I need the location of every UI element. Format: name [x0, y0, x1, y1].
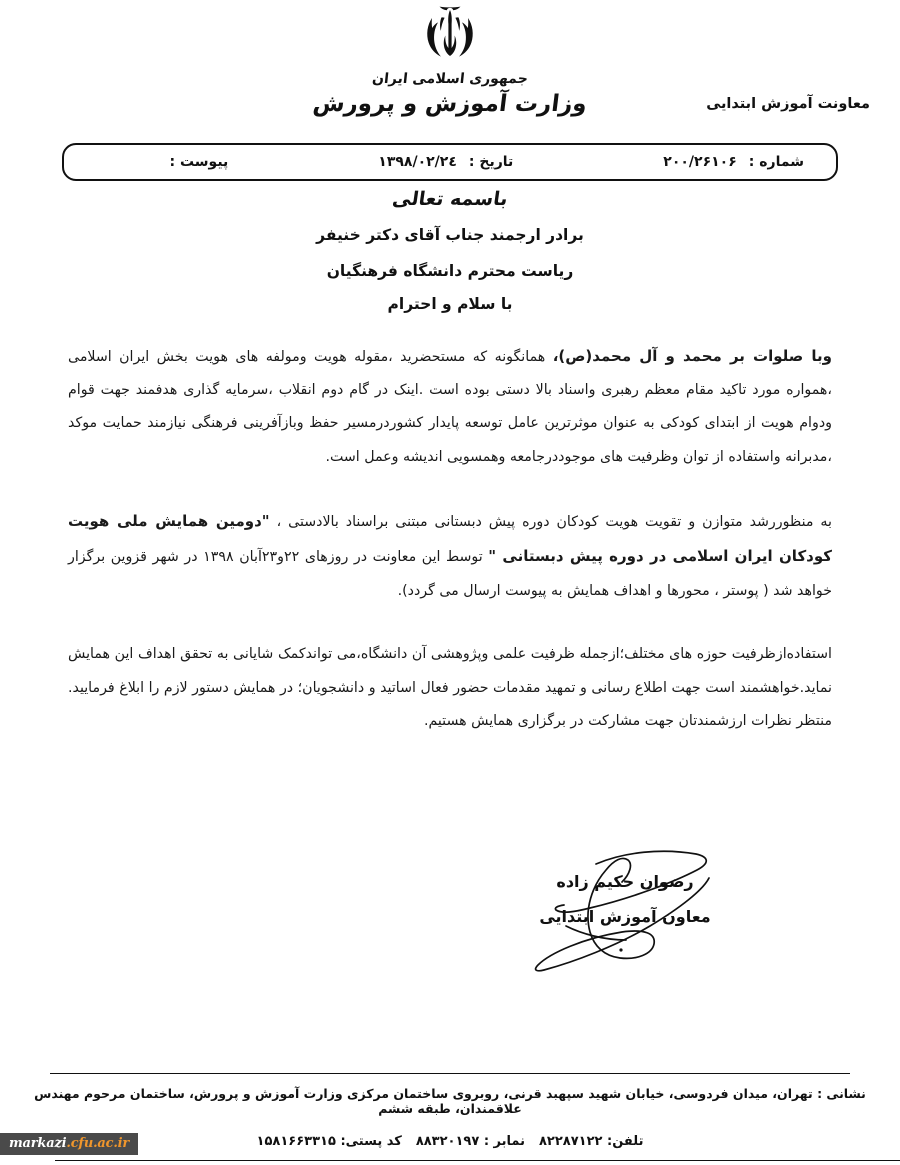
- phone-label: تلفن:: [607, 1134, 644, 1149]
- department-title: معاونت آموزش ابتدایی: [706, 96, 870, 112]
- fax-value: ۸۸۳۲۰۱۹۷: [415, 1134, 480, 1149]
- paragraph-1-text: همانگونه که مستحضرید ،مقوله هویت ومولفه های هویت بخش ایران اسلامی ،همواره مورد تاکید مقام معظم رهبری واسناد بالا دستی بوده است .اینک در گام دوم انقلاب ،سرمایه گذاری هدفمند جهت قوام ودوام هویت از ابتدای کودکی به عنوان موثرترین عامل توسعه پایدار کشوردرمسیر حفظ وبازآفرینی فرهنگی نیازمند حمایت موکد ،مدبرانه واستفاده از توان وظرفیت های موجوددرجامعه وهمسویی اندیشه وعمل است.: [68, 348, 832, 465]
- invocation-text: باسمه تعالی: [390, 188, 510, 210]
- country-name: جمهوری اسلامی ایران: [371, 71, 529, 87]
- paragraph-2-suffix: توسط این معاونت در روزهای ۲۲و۲۳آبان ۱۳۹۸ در شهر قزوین برگزار خواهد شد ( پوستر ، محورها و اهداف همایش به پیوست ارسال می گردد).: [68, 549, 832, 599]
- iran-emblem-icon: [0, 4, 900, 70]
- letter-number-label: شماره :: [748, 154, 804, 170]
- paragraph-1-salutation: وبا صلوات بر محمد و آل محمد(ص)،: [552, 346, 833, 365]
- signer-name: رضوان حکیم زاده: [556, 872, 694, 891]
- signer-details: [520, 872, 730, 926]
- letter-attachment-label: پیوست :: [169, 154, 229, 170]
- conference-title: "دومین همایش ملی هویت کودکان ایران اسلامی در دوره پیش دبستانی ": [68, 512, 832, 566]
- page-bottom-edge: [55, 1160, 900, 1161]
- addressee-name: برادر ارجمند جناب آقای دکتر خنیفر: [316, 226, 584, 244]
- footer-address: نشانی : تهران، میدان فردوسی، خیابان شهید سپهبد قرنی، روبروی ساختمان مرکزی وزارت آموزش و پرورش، ساختمان مرحوم مهندس علاقمندان، طبقه ششم: [34, 1086, 866, 1116]
- postal-code-label: کد پستی:: [340, 1134, 402, 1149]
- letter-number-value: ۲۰۰/۲۶۱۰۶: [663, 154, 737, 170]
- body-paragraph-2: [62, 504, 838, 608]
- letter-attachment-field: [157, 154, 228, 170]
- watermark-name: markazi: [9, 1136, 67, 1151]
- letter-date-value: ۱۳۹۸/۰۲/۲٤: [378, 154, 457, 170]
- letter-meta-bar: [62, 143, 838, 181]
- addressee-title: ریاست محترم دانشگاه فرهنگیان: [326, 261, 574, 280]
- postal-code-value: ۱۵۸۱۶۶۳۳۱۵: [256, 1134, 336, 1149]
- signature-area: [450, 862, 750, 992]
- fax-label: نمابر :: [483, 1134, 525, 1149]
- body-paragraph-1: [62, 339, 838, 475]
- postal-code-field: [257, 1134, 402, 1149]
- body-paragraph-3: استفاده‌ازظرفیت حوزه های مختلف؛ازجمله ظرفیت علمی وپژوهشی آن دانشگاه،می تواندکمک شایانی به تحقق اهداف این همایش نماید.خواهشمند است جهت اطلاع رسانی و تمهید مقدمات حضور فعال اساتید و دانشجویان؛ در همایش دستور لازم را ابلاغ فرمایید. منتظر نظرات ارزشمندتان جهت مشارکت در برگزاری همایش هستیم.: [68, 646, 832, 729]
- letter-date-label: تاریخ :: [468, 154, 514, 170]
- letter-body: [62, 228, 838, 738]
- ministry-name: وزارت آموزش و پرورش: [311, 91, 589, 117]
- phone-value: ۸۲۲۸۷۱۲۲: [539, 1134, 603, 1149]
- document-header: [0, 0, 900, 140]
- letter-date-field: [378, 154, 513, 170]
- phone-field: [539, 1134, 643, 1149]
- letter-number-field: [663, 154, 804, 170]
- footer-divider: [50, 1073, 850, 1074]
- greeting-line: با سلام و احترام: [387, 295, 513, 313]
- watermark-domain: .cfu.ac.ir: [66, 1136, 130, 1151]
- fax-field: [416, 1134, 525, 1149]
- addressee-block: [62, 228, 838, 313]
- paragraph-2-prefix: به منظوررشد متوازن و تقویت هویت کودکان دوره پیش دبستانی مبتنی براسناد بالادستی ،: [269, 514, 832, 530]
- signature-block: [0, 862, 900, 992]
- site-watermark: [0, 1133, 138, 1155]
- signer-role: معاون آموزش ابتدایی: [539, 907, 711, 926]
